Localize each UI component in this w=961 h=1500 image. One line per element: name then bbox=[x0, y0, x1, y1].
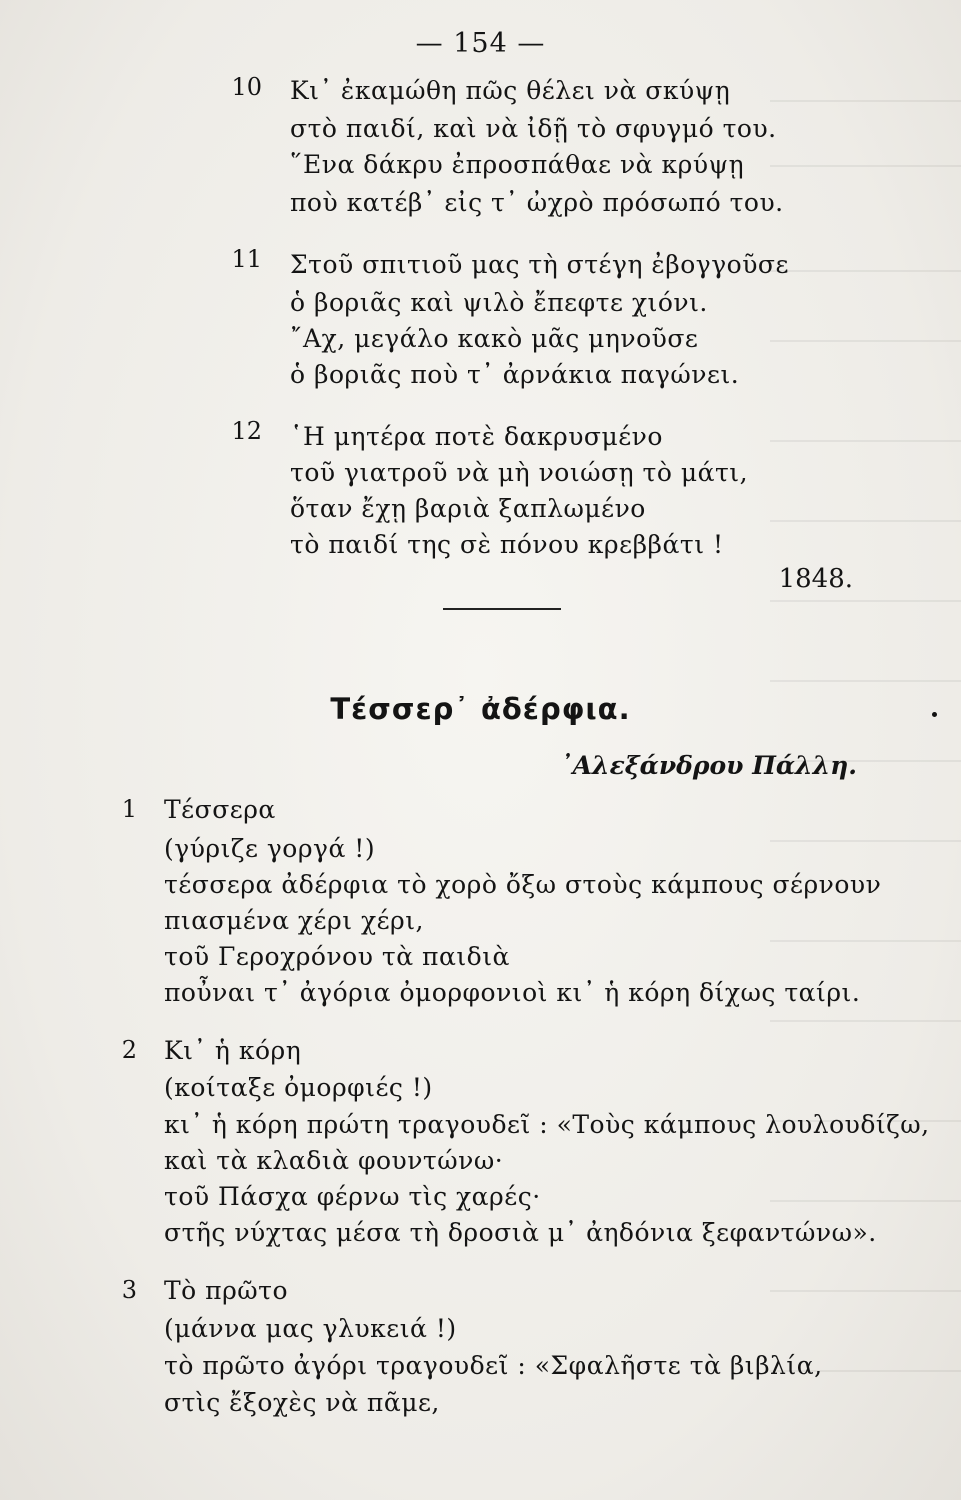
verse-line: στὶς ἔξοχὲς νὰ πᾶμε, bbox=[164, 1388, 440, 1417]
verse-line: ῾Η μητέρα ποτὲ δακρυσμένο bbox=[290, 422, 663, 451]
stanza-number: 3 bbox=[121, 1276, 137, 1304]
verse-line: Στοῦ σπιτιοῦ μας τὴ στέγη ἐβογγοῦσε bbox=[290, 250, 789, 279]
verse-line: (μάννα μας γλυκειά !) bbox=[164, 1314, 457, 1343]
stanza-number: 1 bbox=[121, 795, 137, 823]
stanza-number: 11 bbox=[231, 245, 262, 273]
verse-line: (κοίταξε ὀμορφιές !) bbox=[164, 1073, 433, 1102]
verse-line: (γύριζε γοργά !) bbox=[164, 834, 376, 863]
verse-line: ὁ βοριᾶς καὶ ψιλὸ ἔπεφτε χιόνι. bbox=[290, 288, 708, 317]
section-divider bbox=[443, 608, 561, 610]
verse-line: στὸ παιδί, καὶ νὰ ἰδῇ τὸ σφυγμό του. bbox=[290, 114, 777, 143]
verse-line: ῞Ενα δάκρυ ἐπροσπάθαε νὰ κρύψῃ bbox=[290, 150, 745, 179]
margin-mark bbox=[932, 712, 937, 717]
verse-line: τοῦ Γεροχρόνου τὰ παιδιὰ bbox=[164, 942, 510, 971]
verse-line: ποὺ κατέβ᾿ εἰς τ᾿ ὠχρὸ πρόσωπό του. bbox=[290, 188, 784, 217]
verse-line: Τέσσερα bbox=[164, 795, 276, 824]
verse-line: κι᾿ ἡ κόρη πρώτη τραγουδεῖ : «Τοὺς κάμπους λουλουδίζω, bbox=[164, 1110, 930, 1139]
verse-line: τέσσερα ἀδέρφια τὸ χορὸ ὄξω στοὺς κάμπους σέρνουν bbox=[164, 870, 882, 899]
verse-line: στῆς νύχτας μέσα τὴ δροσιὰ μ᾿ ἀηδόνια ξεφαντώνω». bbox=[164, 1218, 877, 1247]
stanza-number: 2 bbox=[121, 1036, 137, 1064]
poem-date: 1848. bbox=[778, 564, 853, 594]
verse-line: ῎Αχ, μεγάλο κακὸ μᾶς μηνοῦσε bbox=[290, 324, 699, 353]
verse-line: ὁ βοριᾶς ποὺ τ᾿ ἀρνάκια παγώνει. bbox=[290, 360, 740, 389]
verse-line: τοῦ γιατροῦ νὰ μὴ νοιώσῃ τὸ μάτι, bbox=[290, 458, 749, 487]
verse-line: πιασμένα χέρι χέρι, bbox=[164, 906, 425, 935]
verse-line: τὸ παιδί της σὲ πόνου κρεββάτι ! bbox=[290, 530, 724, 559]
verse-line: τὸ πρῶτο ἀγόρι τραγουδεῖ : «Σφαλῆστε τὰ βιβλία, bbox=[164, 1351, 823, 1380]
poem-author: ᾿Αλεξάνδρου Πάλλη. bbox=[560, 751, 857, 780]
verse-line: τοῦ Πάσχα φέρνω τὶς χαρές· bbox=[164, 1182, 541, 1211]
verse-line: Κι᾿ ἡ κόρη bbox=[164, 1036, 302, 1065]
page-number: — 154 — bbox=[415, 28, 546, 59]
verse-line: ποὖναι τ᾿ ἀγόρια ὀμορφονιοὶ κι᾿ ἡ κόρη δίχως ταίρι. bbox=[164, 978, 861, 1007]
verse-line: ὅταν ἔχῃ βαριὰ ξαπλωμένο bbox=[290, 494, 646, 523]
poem-title: Τέσσερ᾿ ἀδέρφια. bbox=[330, 692, 631, 726]
verse-line: Τὸ πρῶτο bbox=[164, 1276, 289, 1305]
stanza-number: 10 bbox=[231, 73, 262, 101]
verse-line: καὶ τὰ κλαδιὰ φουντώνω· bbox=[164, 1146, 504, 1175]
stanza-number: 12 bbox=[231, 417, 262, 445]
verse-line: Κι᾿ ἐκαμώθη πῶς θέλει νὰ σκύψῃ bbox=[290, 76, 731, 105]
